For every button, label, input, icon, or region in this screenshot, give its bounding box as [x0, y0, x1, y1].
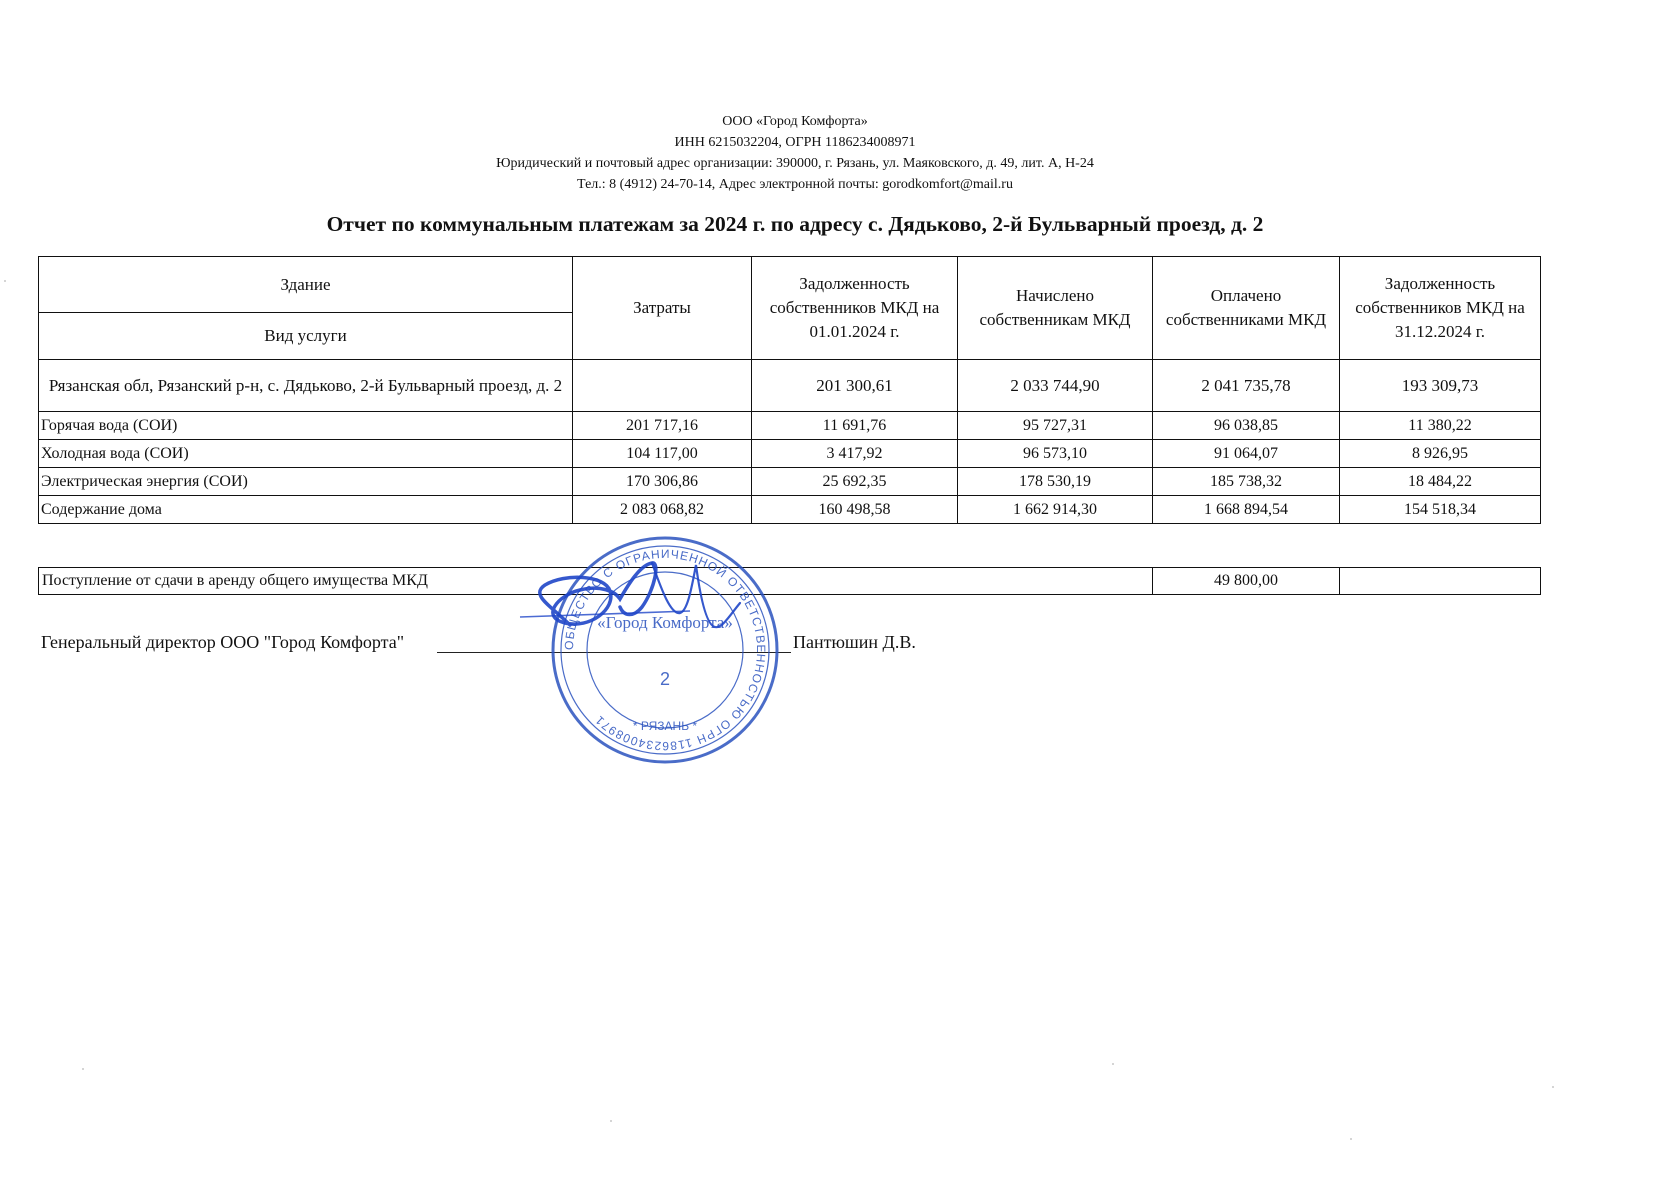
service-name: Холодная вода (СОИ) — [39, 440, 573, 468]
service-paid: 1 668 894,54 — [1153, 496, 1340, 524]
seal-center-text: «Город Комфорта» — [597, 613, 733, 632]
signature-position: Генеральный директор ООО "Город Комфорта" — [41, 632, 405, 652]
service-name: Горячая вода (СОИ) — [39, 412, 573, 440]
service-charged: 95 727,31 — [958, 412, 1153, 440]
handwritten-signature — [510, 555, 800, 665]
service-debt-end: 8 926,95 — [1340, 440, 1541, 468]
header-charged: Начислено собственникам МКД — [958, 257, 1153, 360]
service-charged: 1 662 914,30 — [958, 496, 1153, 524]
table-row — [39, 496, 1541, 524]
service-debt-start: 160 498,58 — [752, 496, 958, 524]
service-costs: 2 083 068,82 — [573, 496, 752, 524]
service-name: Содержание дома — [39, 496, 573, 524]
building-debt-end: 193 309,73 — [1340, 360, 1541, 412]
building-address: Рязанская обл, Рязанский р-н, с. Дядьково, 2-й Бульварный проезд, д. 2 — [39, 360, 573, 412]
header-service-type: Вид услуги — [39, 313, 573, 360]
service-debt-end: 18 484,22 — [1340, 468, 1541, 496]
service-charged: 96 573,10 — [958, 440, 1153, 468]
service-charged: 178 530,19 — [958, 468, 1153, 496]
organization-header — [0, 111, 1590, 195]
rent-paid: 49 800,00 — [1153, 568, 1340, 595]
building-charged: 2 033 744,90 — [958, 360, 1153, 412]
table-header-row — [39, 257, 1541, 313]
service-paid: 96 038,85 — [1153, 412, 1340, 440]
service-costs: 104 117,00 — [573, 440, 752, 468]
service-debt-start: 25 692,35 — [752, 468, 958, 496]
service-paid: 185 738,32 — [1153, 468, 1340, 496]
table-row — [39, 440, 1541, 468]
building-paid: 2 041 735,78 — [1153, 360, 1340, 412]
service-paid: 91 064,07 — [1153, 440, 1340, 468]
rent-debt-end — [1340, 568, 1541, 595]
service-name: Электрическая энергия (СОИ) — [39, 468, 573, 496]
table-row — [39, 468, 1541, 496]
seal-outer-text: ОБЩЕСТВО С ОГРАНИЧЕННОЙ ОТВЕТСТВЕННОСТЬЮ ОГРН 1186234008971 — [561, 546, 769, 754]
header-costs: Затраты — [573, 257, 752, 360]
org-address: Юридический и почтовый адрес организации: 390000, г. Рязань, ул. Маяковского, д. 49, лит. А, Н-24 — [496, 156, 1094, 171]
rent-label: Поступление от сдачи в аренду общего имущества МКД — [39, 568, 1153, 595]
service-debt-end: 154 518,34 — [1340, 496, 1541, 524]
org-contacts: Тел.: 8 (4912) 24-70-14, Адрес электронной почты: gorodkomfort@mail.ru — [577, 177, 1013, 192]
header-paid: Оплачено собственниками МКД — [1153, 257, 1340, 360]
report-title: Отчет по коммунальным платежам за 2024 г. по адресу с. Дядьково, 2-й Бульварный проезд, д. 2 — [326, 212, 1264, 236]
building-costs — [573, 360, 752, 412]
seal-number: 2 — [659, 669, 671, 689]
org-ids: ИНН 6215032204, ОГРН 1186234008971 — [674, 135, 916, 150]
service-debt-start: 3 417,92 — [752, 440, 958, 468]
service-costs: 170 306,86 — [573, 468, 752, 496]
header-building: Здание — [39, 257, 573, 313]
service-debt-start: 11 691,76 — [752, 412, 958, 440]
org-name: ООО «Город Комфорта» — [722, 114, 868, 129]
service-debt-end: 11 380,22 — [1340, 412, 1541, 440]
seal-city: * РЯЗАНЬ * — [632, 719, 698, 733]
header-debt-start: Задолженность собственников МКД на 01.01.2024 г. — [752, 257, 958, 360]
header-debt-end: Задолженность собственников МКД на 31.12.2024 г. — [1340, 257, 1541, 360]
service-costs: 201 717,16 — [573, 412, 752, 440]
payments-table — [38, 256, 1541, 524]
director-name: Пантюшин Д.В. — [793, 632, 916, 652]
building-row — [39, 360, 1541, 412]
table-row — [39, 412, 1541, 440]
building-debt-start: 201 300,61 — [752, 360, 958, 412]
